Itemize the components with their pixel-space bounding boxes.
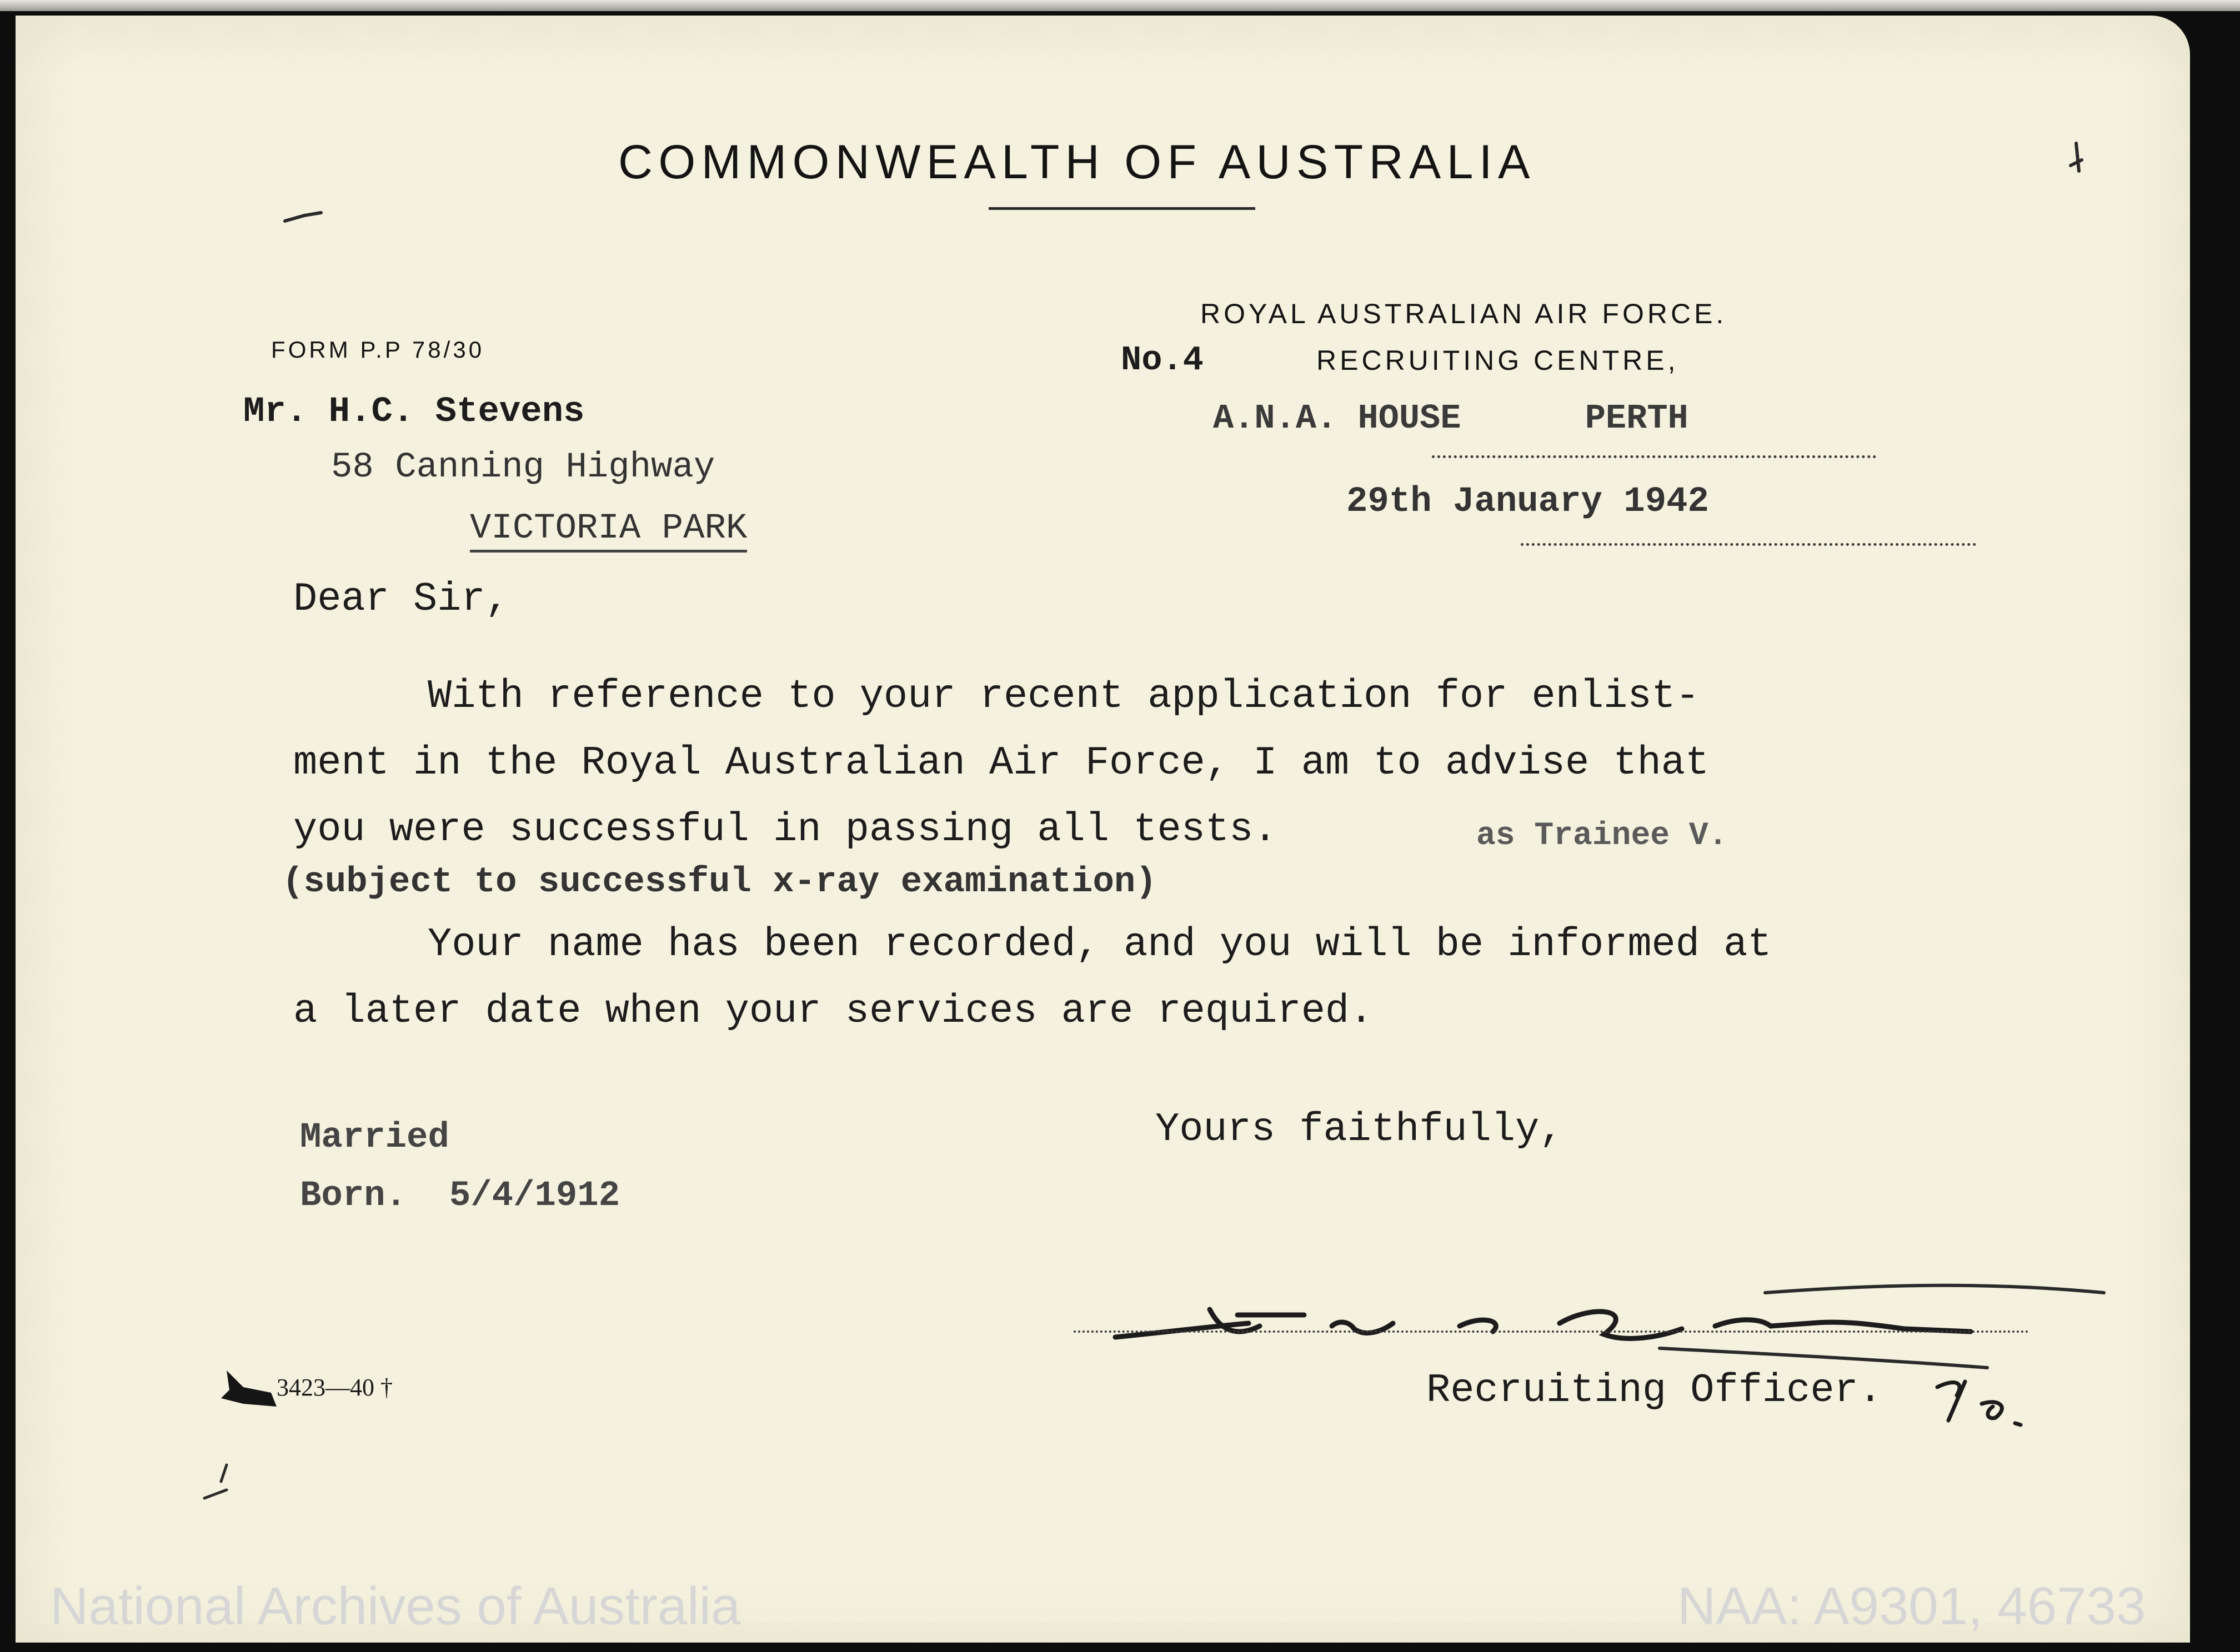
archive-reference: NAA: A9301, 46733 [1677, 1576, 2146, 1636]
salutation: Dear Sir, [293, 576, 509, 622]
body-line-2: ment in the Royal Australian Air Force, I am to advise that [293, 740, 1710, 786]
body-line-1: With reference to your recent application for enlist- [428, 674, 1700, 719]
date-dotted-line [1521, 543, 1976, 546]
recipient-name: Mr. H.C. Stevens [243, 392, 585, 432]
print-code: 3423—40 † [277, 1374, 393, 1401]
org-line-1: ROYAL AUSTRALIAN AIR FORCE. [1200, 298, 1727, 329]
signatory-title: Recruiting Officer. [1426, 1368, 1882, 1413]
letterhead-title: COMMONWEALTH OF AUSTRALIA [618, 135, 1536, 189]
letter-date: 29th January 1942 [1346, 482, 1709, 522]
ink-blot-icon [210, 1359, 288, 1415]
title-underline [989, 207, 1255, 210]
handwritten-initials-image [1932, 1365, 2043, 1432]
marital-status: Married [300, 1118, 449, 1158]
body-line-5: a later date when your services are required. [293, 988, 1374, 1034]
letter-page [16, 16, 2190, 1643]
form-number: FORM P.P 78/30 [271, 337, 485, 363]
body-line-3: you were successful in passing all tests. [293, 807, 1277, 852]
stray-mark-icon [282, 204, 327, 227]
sender-location: A.N.A. HOUSE PERTH [1213, 399, 1688, 438]
scan-edge [0, 0, 2240, 11]
location-dotted-line [1432, 455, 1876, 458]
archive-source: National Archives of Australia [50, 1576, 741, 1636]
trainee-note: as Trainee V. [1476, 818, 1728, 854]
body-line-4: Your name has been recorded, and you will be informed at [428, 922, 1772, 967]
recipient-street: 58 Canning Highway [331, 448, 715, 488]
xray-note: (subject to successful x-ray examination) [282, 862, 1157, 902]
birth-date: Born. 5/4/1912 [300, 1176, 620, 1216]
closing: Yours faithfully, [1155, 1107, 1564, 1152]
stray-mark-icon [193, 1459, 249, 1509]
centre-number: No.4 [1121, 340, 1204, 380]
stray-mark-icon [2059, 138, 2093, 182]
org-line-2: RECRUITING CENTRE, [1316, 345, 1679, 376]
recipient-suburb: VICTORIA PARK [470, 509, 747, 553]
signature-dotted-line [1074, 1330, 2029, 1333]
